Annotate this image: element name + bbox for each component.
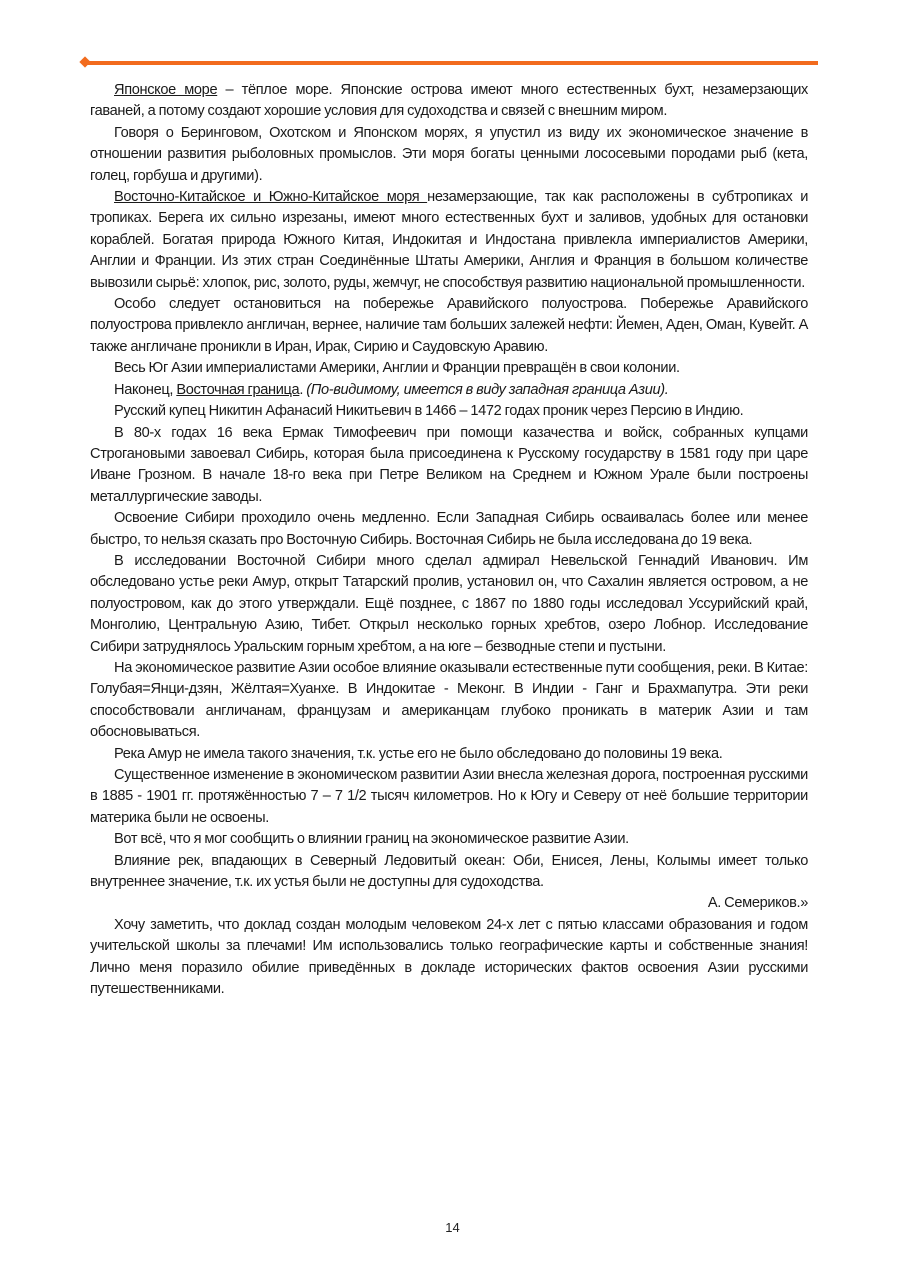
paragraph: Русский купец Никитин Афанасий Никитьевич в 1466 – 1472 годах проник через Персию в Индию. xyxy=(114,403,744,420)
paragraph: Весь Юг Азии империалистами Америки, Англии и Франции превращён в свои колонии. xyxy=(114,360,680,377)
paragraph: Существенное изменение в экономическом развитии Азии внесла железная дорога, построенная русскими в 1885 - 1901 гг. протяжённостью 7 – 7 1/2 тысяч километров. Но к Югу и Северу от неё большие территории материка были не освоены. xyxy=(90,767,808,826)
page-body xyxy=(90,80,808,1000)
paragraph: Восточно-Китайское и Южно-Китайское моря незамерзающие, так как расположены в субтропиках и тропиках. Берега их сильно изрезаны, имеют много естественных бухт и заливов, удобных для остановки кораблей. Богатая природа Южного Китая, Индокитая и Индостана привлекла империалистов Америки, Англии и Франции. Из этих стран Соединённые Штаты Америки, Англия и Франция в большом количестве вывозили сырьё: хлопок, рис, золото, руды, жемчуг, не способствуя развитию национальной промышленности. xyxy=(90,189,808,291)
paragraph: В исследовании Восточной Сибири много сделал адмирал Невельской Геннадий Иванович. Им обследовано устье реки Амур, открыт Татарский пролив, установил он, что Сахалин является островом, а не полуостровом, как до этого утверждали. Ещё позднее, с 1867 по 1880 годы исследовал Уссурийский край, Монголию, Центральную Азию, Тибет. Открыл несколько горных хребтов, озеро Лобнор. Исследование Сибири затруднялось Уральским горным хребтом, а на юге – безводные степи и пустыни. xyxy=(90,552,808,655)
paragraph: Влияние рек, впадающих в Северный Ледовитый океан: Оби, Енисея, Лены, Колымы имеет только внутреннее значение, т.к. их устья были не доступны для судоходства. xyxy=(90,852,808,891)
paragraph: Говоря о Беринговом, Охотском и Японском морях, я упустил из виду их экономическое значение в отношении развития рыболовных промыслов. Эти моря богаты ценными лососевыми породами рыб (кета, голец, горбуша и другими). xyxy=(90,124,808,184)
header-rule xyxy=(86,61,818,65)
paragraph: Наконец, Восточная граница. (По-видимому, имеется в виду западная граница Азии). xyxy=(114,381,669,398)
signature: А. Семериков.» xyxy=(707,895,808,912)
paragraph: На экономическое развитие Азии особое влияние оказывали естественные пути сообщения, реки. В Китае: Голубая=Янци-дзян, Жёлтая=Хуанхе. В Индокитае - Меконг. В Индии - Ганг и Брахмапутра. Эти реки способствовали англичанам, французам и американцам глубоко проникать в материк Азии и там обосновываться. xyxy=(90,659,808,741)
paragraph: Вот всё, что я мог сообщить о влиянии границ на экономическое развитие Азии. xyxy=(114,831,629,848)
page-number: 14 xyxy=(445,1220,460,1235)
paragraph: В 80-х годах 16 века Ермак Тимофеевич при помощи казачества и войск, собранных купцами Строгановыми завоевал Сибирь, которая была присоединена к Русскому государству в 1581 году при царе Иване Грозном. В начале 18-го века при Петре Великом на Среднем и Южном Урале были построены металлургические заводы. xyxy=(90,424,808,505)
underlined-term: Восточная граница xyxy=(176,381,300,398)
paragraph: Освоение Сибири проходило очень медленно. Если Западная Сибирь осваивалась более или менее быстро, то нельзя сказать про Восточную Сибирь. Восточная Сибирь не была исследована до 19 века. xyxy=(90,510,808,548)
paragraph: Особо следует остановиться на побережье Аравийского полуострова. Побережье Аравийского полуострова привлекло англичан, вернее, наличие там больших залежей нефти: Йемен, Аден, Оман, Кувейт. А также англичане проникли в Иран, Ирак, Сирию и Саудовскую Аравию. xyxy=(90,296,808,355)
underlined-term: Японское море xyxy=(114,82,218,98)
paragraph: Хочу заметить, что доклад создан молодым человеком 24-х лет с пятью классами образования и годом учительской школы за плечами! Им использовались только географические карты и собственные знания! Лично меня поразило обилие приведённых в докладе исторических фактов освоения Азии русскими путешественниками. xyxy=(90,916,808,998)
paragraph: Река Амур не имела такого значения, т.к. устье его не было обследовано до половины 19 века. xyxy=(114,745,723,762)
paragraph: Японское море – тёплое море. Японские острова имеют много естественных бухт, незамерзающих гаваней, а потому создают хорошие условия для судоходства и связей с внешним миром. xyxy=(90,82,808,120)
underlined-term: Восточно-Китайское и Южно-Китайское моря xyxy=(114,189,428,206)
italic-note: (По-видимому, имеется в виду западная граница Азии). xyxy=(306,381,669,398)
